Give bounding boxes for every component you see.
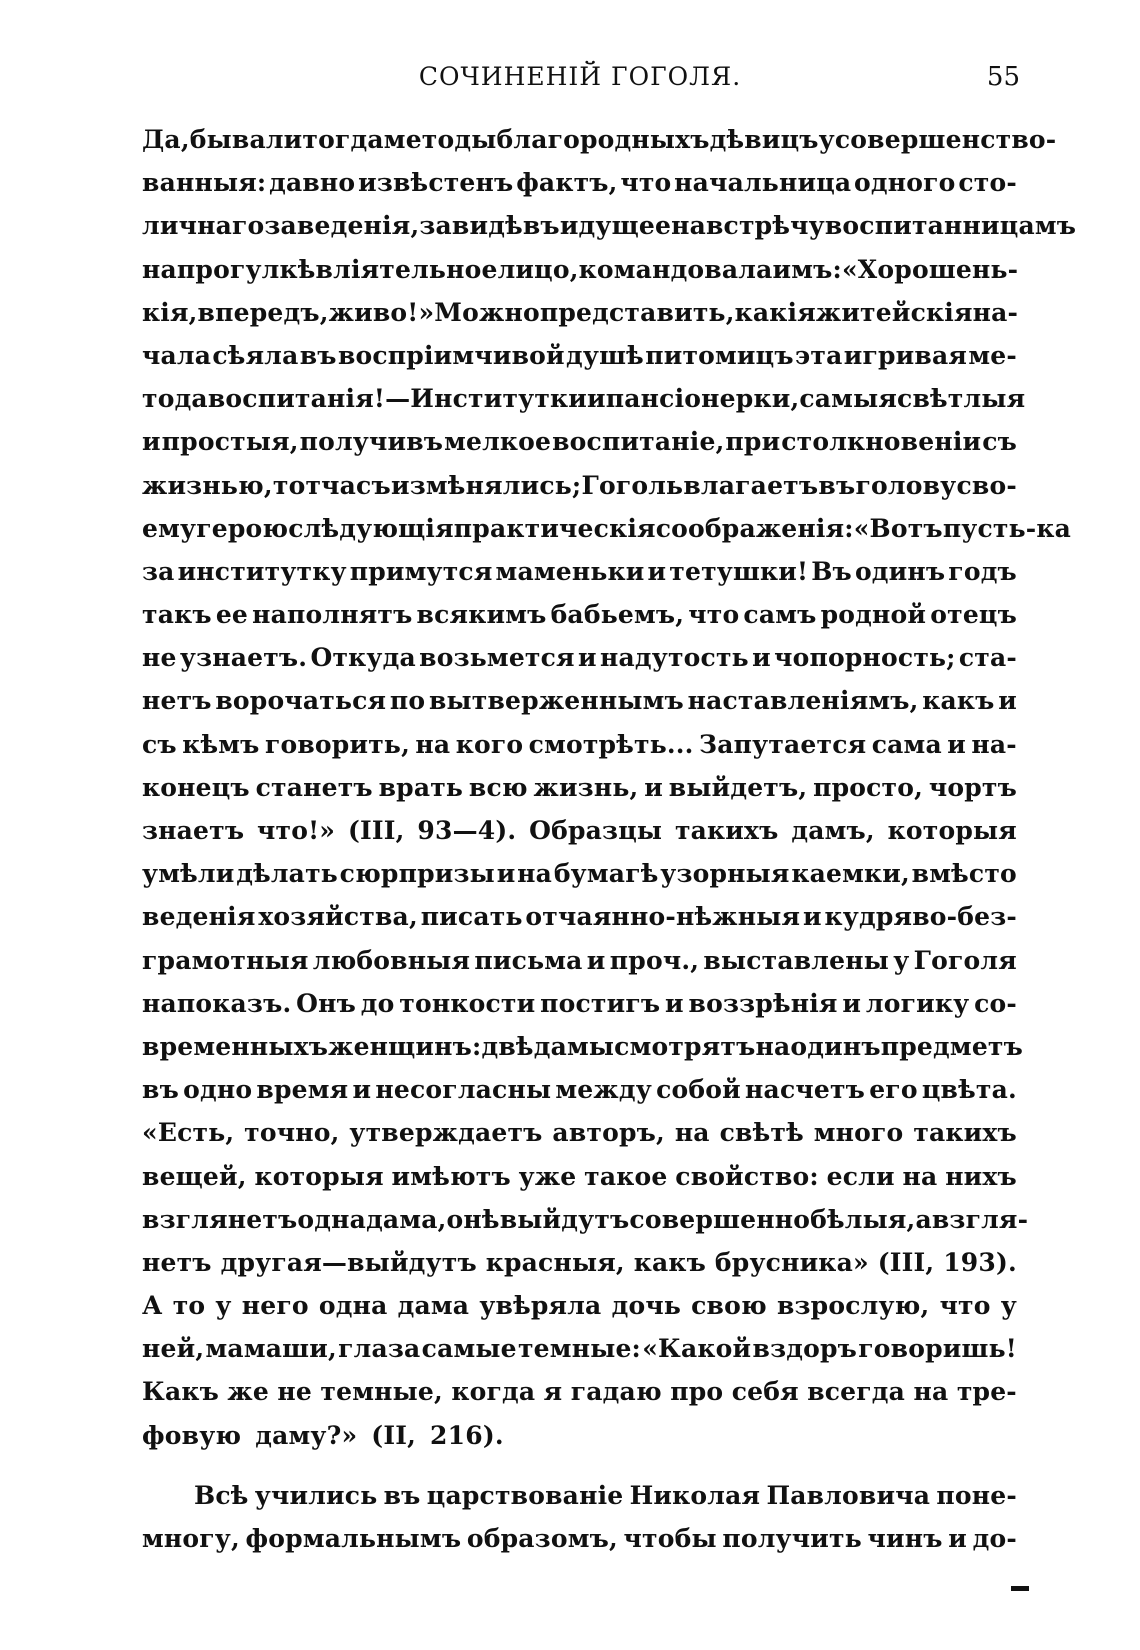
- text-line: и простыя, получивъ мелкое воспитаніе, при столкновеніи съ: [142, 427, 1017, 457]
- text-line: ней, мамаши, глаза самые темные: «Какой вздоръ говоришь!: [142, 1334, 1017, 1364]
- text-line: ванныя: давно извѣстенъ фактъ, что начальница одного сто-: [142, 168, 1017, 198]
- running-head: [140, 62, 1020, 102]
- text-line: грамотныя любовныя письма и проч., выставлены у Гоголя: [142, 945, 1017, 975]
- text-line: Да, бывали тогда методы благородныхъ дѣвицъ усовершенство-: [142, 125, 1057, 154]
- text-line: тода воспитанія!—Институтки и пансіонерки, самыя свѣтлыя: [142, 384, 1026, 414]
- text-line: напоказъ. Онъ до тонкости постигъ и воззрѣнія и логику со-: [142, 988, 1017, 1018]
- text-line: умѣли дѣлать сюрпризы и на бумагѣ узорныя каемки, вмѣсто: [142, 859, 1017, 889]
- text-line: А то у него одна дама увѣряла дочь свою взрослую, что у: [142, 1291, 1017, 1321]
- text-line: съ кѣмъ говорить, на кого смотрѣть... Запутается сама и на-: [142, 729, 1017, 759]
- paragraph-gap: [142, 1457, 1017, 1474]
- text-line: кія, впередъ, живо!» Можно представить, какія житейскія на-: [142, 297, 1019, 327]
- text-line: ему герою слѣдующія практическія соображенія: «Вотъ пусть-ка: [142, 513, 1072, 543]
- text-line: нетъ ворочаться по вытверженнымъ наставленіямъ, какъ и: [142, 686, 1017, 716]
- text-line: Какъ же не темные, когда я гадаю про себя всегда на тре-: [142, 1377, 1017, 1407]
- text-line: многу, формальнымъ образомъ, чтобы получить чинъ и до-: [142, 1524, 1017, 1553]
- text-line: за институтку примутся маменьки и тетушки! Въ одинъ годъ: [142, 556, 1017, 586]
- running-title: СОЧИНЕНІЙ ГОГОЛЯ.: [418, 62, 742, 91]
- text-line: веденія хозяйства, писать отчаянно-нѣжныя и кудряво-без-: [142, 902, 1017, 932]
- text-line: конецъ станетъ врать всю жизнь, и выйдетъ, просто, чортъ: [142, 772, 1017, 802]
- page-number: 55: [986, 62, 1020, 92]
- text-line: фовую даму?» (II, 216).: [142, 1420, 504, 1450]
- paragraph: [142, 1474, 1017, 1560]
- body-text: [142, 118, 1077, 1560]
- text-line: Всѣ учились въ царствованіе Николая Павловича поне-: [194, 1480, 1017, 1510]
- text-line: на прогулкѣ вліятельное лицо, командовала имъ: «Хорошень-: [142, 254, 1019, 284]
- text-line: нетъ другая—выйдутъ красныя, какъ брусника» (III, 193).: [142, 1247, 1017, 1277]
- text-line: «Есть, точно, утверждаетъ авторъ, на свѣтѣ много такихъ: [142, 1118, 1017, 1148]
- text-line: въ одно время и несогласны между собой насчетъ его цвѣта.: [142, 1075, 1017, 1105]
- text-line: жизнью, тотчасъ измѣнялись; Гоголь влагаетъ въ голову сво-: [142, 470, 1017, 500]
- text-line: чала сѣяла въ воспріимчивой душѣ питомицъ эта игривая ме-: [142, 340, 1017, 370]
- text-line: не узнаетъ. Откуда возьмется и надутость и чопорность; ста-: [142, 643, 1017, 673]
- text-line: такъ ее наполнятъ всякимъ бабьемъ, что самъ родной отецъ: [142, 600, 1017, 630]
- text-line: временныхъ женщинъ: двѣ дамы смотрятъ на одинъ предметъ: [142, 1031, 1023, 1061]
- text-line: взглянетъ одна дама, онѣ выйдутъ совершенно бѣлыя, а взгля-: [142, 1204, 1029, 1234]
- text-line: вещей, которыя имѣютъ уже такое свойство: если на нихъ: [142, 1161, 1017, 1191]
- text-line: личнаго заведенія, завидѣвъ идущее навстрѣчу воспитанницамъ: [142, 211, 1077, 241]
- text-line: знаетъ что!» (III, 93—4). Образцы такихъ дамъ, которыя: [142, 816, 1017, 845]
- printer-mark: [1011, 1586, 1029, 1591]
- paragraph: [142, 118, 1077, 1457]
